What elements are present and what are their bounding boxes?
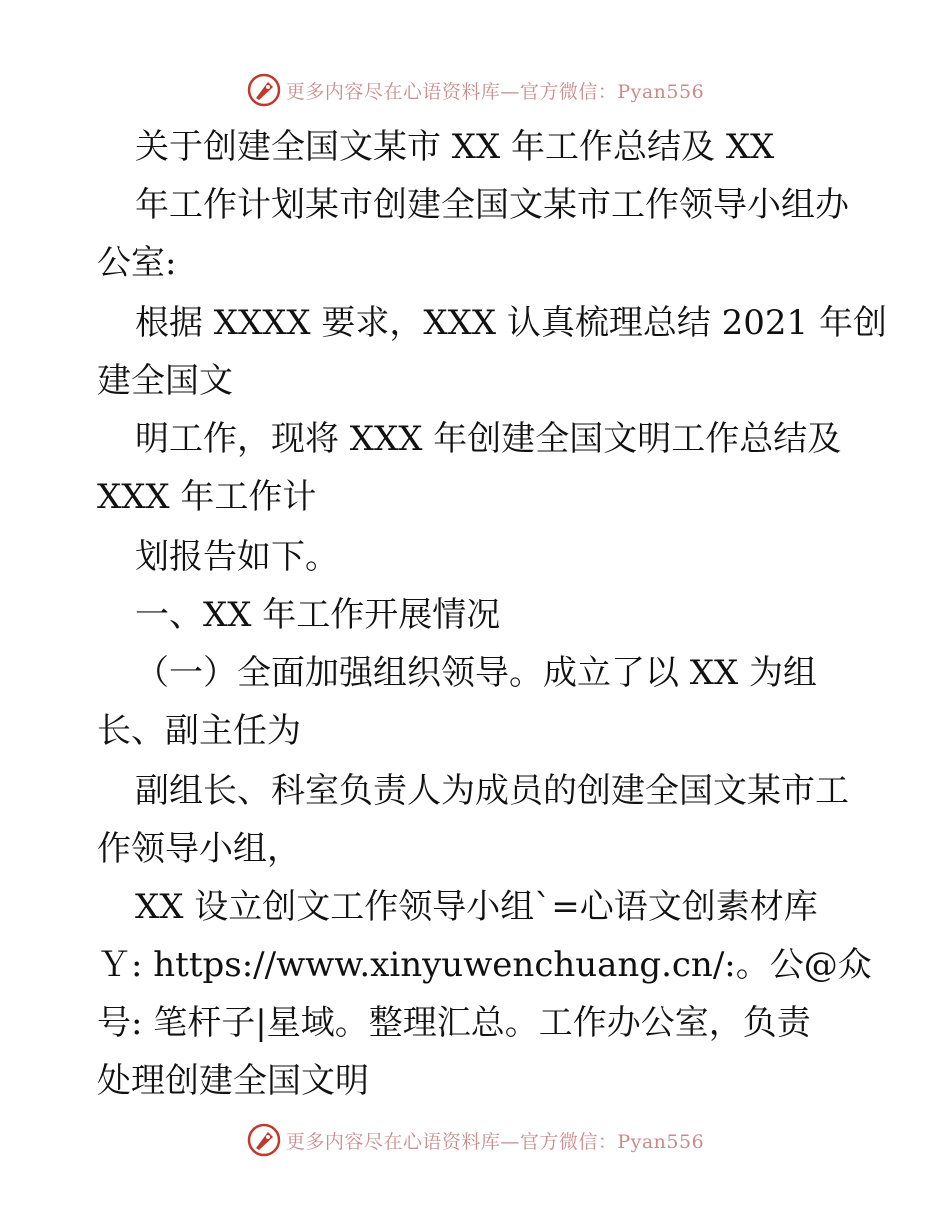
text-line: XX 设立创文工作领导小组`=心语文创素材库: [135, 887, 818, 927]
watermark-text: 更多内容尽在心语资料库—官方微信：Pyan556: [285, 1130, 705, 1153]
text-line: 公室:: [97, 243, 177, 283]
text-line: 长、副主任为: [97, 711, 301, 751]
pen-nib-logo-icon: [246, 1122, 282, 1158]
footer-watermark: [0, 1120, 950, 1160]
text-line: 作领导小组，: [97, 829, 301, 869]
text-line: Ｙ: https://www.xinyuwenchuang.cn/:。公@众: [97, 945, 872, 985]
text-line: 年工作计划某市创建全国文某市工作领导小组办: [135, 185, 849, 225]
text-line: 划报告如下。: [135, 537, 339, 577]
text-line: （一）全面加强组织领导。成立了以 XX 为组: [135, 653, 818, 693]
text-line: 关于创建全国文某市 XX 年工作总结及 XX: [135, 127, 775, 167]
text-line: 一、XX 年工作开展情况: [135, 595, 501, 635]
text-line: 号: 笔杆子|星域。整理汇总。工作办公室，负责: [97, 1003, 811, 1043]
watermark-text: 更多内容尽在心语资料库—官方微信：Pyan556: [285, 80, 705, 103]
text-line: 建全国文: [97, 361, 233, 401]
text-line: 明工作，现将 XXX 年创建全国文明工作总结及: [135, 419, 842, 459]
pen-nib-logo-icon: [246, 72, 282, 108]
text-line: 处理创建全国文明: [97, 1061, 369, 1101]
text-line: 副组长、科室负责人为成员的创建全国文某市工: [135, 771, 849, 811]
header-watermark: [0, 70, 950, 110]
text-line: XXX 年工作计: [97, 477, 317, 517]
text-line: 根据 XXXX 要求，XXX 认真梳理总结 2021 年创: [135, 303, 887, 343]
